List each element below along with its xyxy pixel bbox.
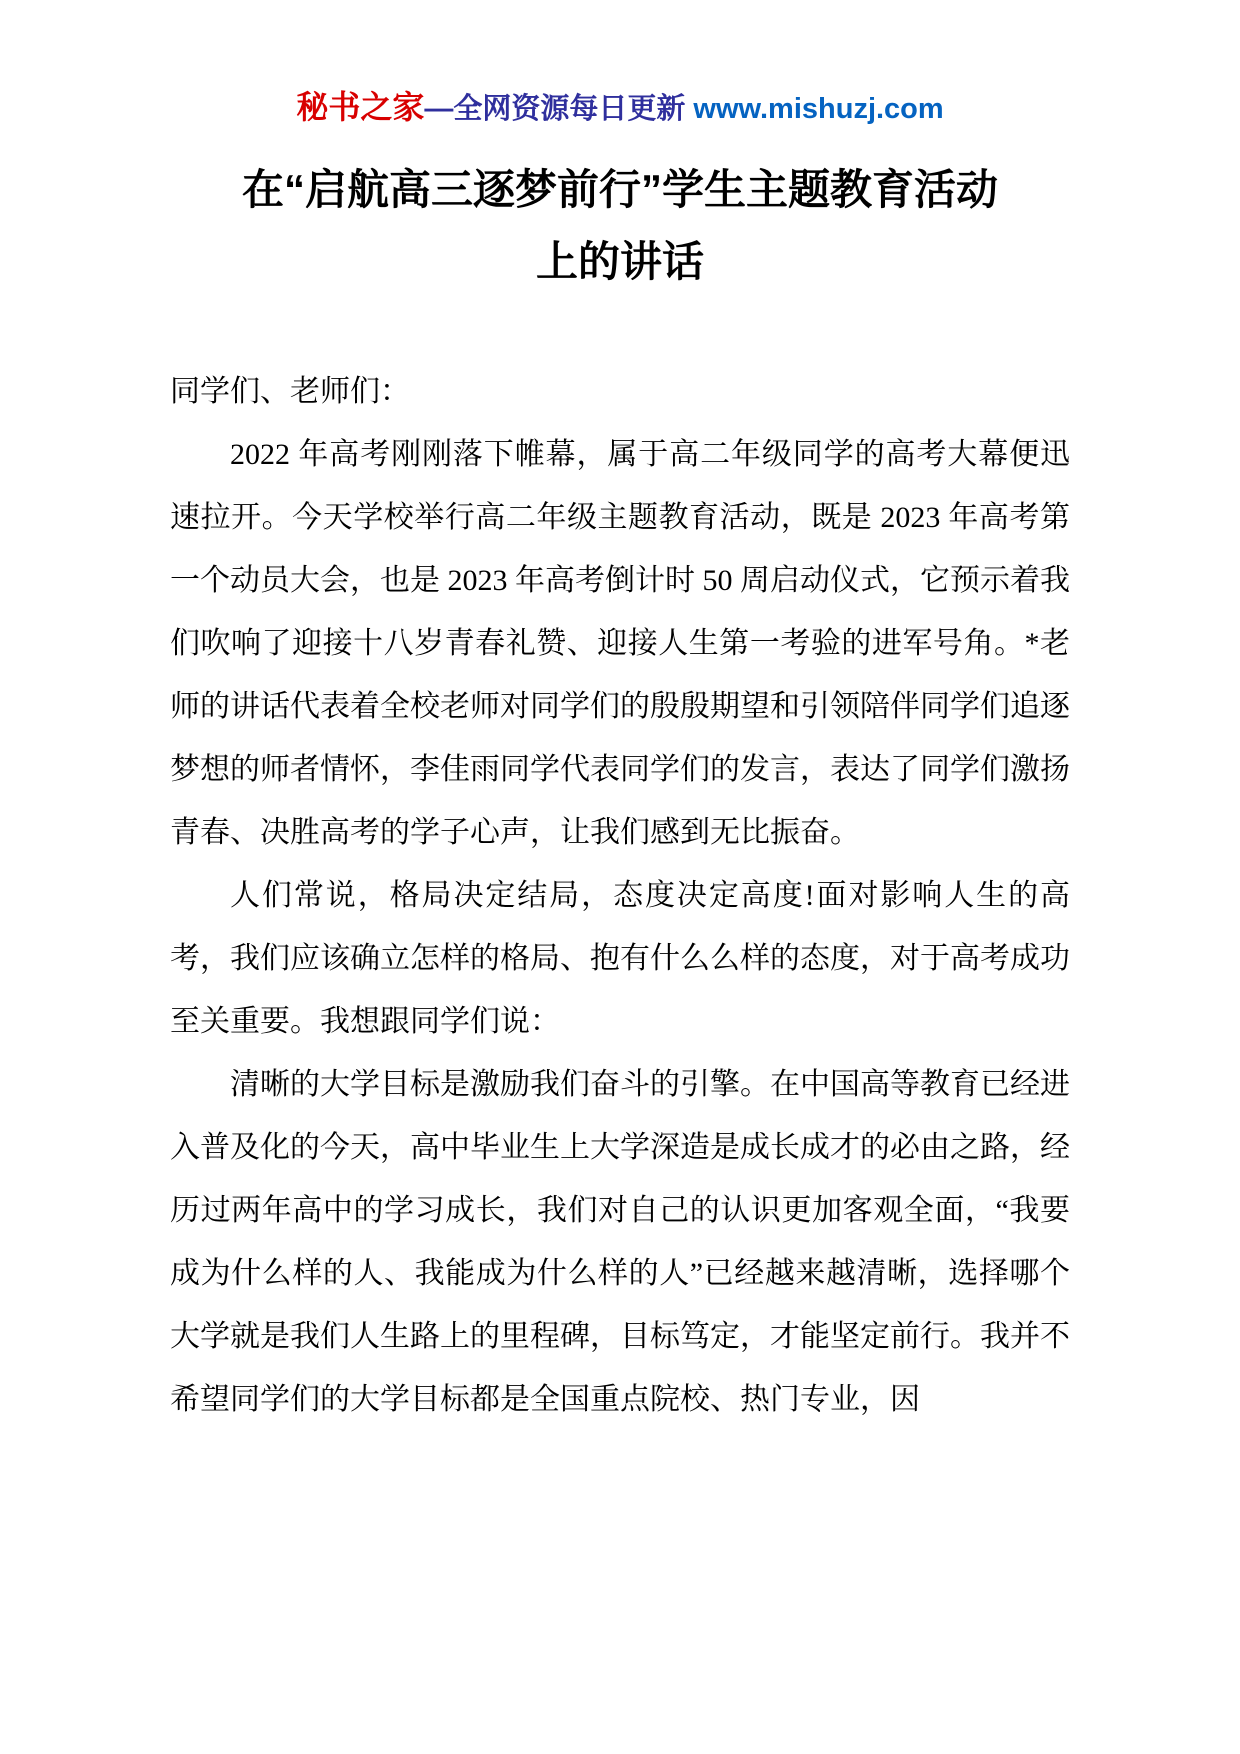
body-paragraph-1: 2022 年高考刚刚落下帷幕，属于高二年级同学的高考大幕便迅速拉开。今天学校举行高二年级主题教育活动，既是 2023 年高考第一个动员大会，也是 2023 年高考倒计时 50 周启动仪式，它预示着我们吹响了迎接十八岁青春礼赞、迎接人生第一考验的进军号角。*老师的讲话代表着全校老师对同学们的殷殷期望和引领陪伴同学们追逐梦想的师者情怀，李佳雨同学代表同学们的发言，表达了同学们激扬青春、决胜高考的学子心声，让我们感到无比振奋。: [170, 438, 1070, 849]
site-url-link[interactable]: www.mishuzj.com: [693, 93, 944, 125]
site-header: [170, 82, 1070, 128]
site-tagline: —全网资源每日更新: [424, 93, 694, 125]
salutation-paragraph: 同学们、老师们：: [170, 375, 410, 408]
body-paragraph-2: 人们常说，格局决定结局，态度决定高度!面对影响人生的高考，我们应该确立怎样的格局、抱有什么么样的态度，对于高考成功至关重要。我想跟同学们说：: [170, 879, 1070, 1038]
document-title: 在“启航高三逐梦前行”学生主题教育活动上的讲话: [241, 166, 998, 285]
body-paragraph-3: 清晰的大学目标是激励我们奋斗的引擎。在中国高等教育已经进入普及化的今天，高中毕业生上大学深造是成长成才的必由之路，经历过两年高中的学习成长，我们对自己的认识更加客观全面，“我要成为什么样的人、我能成为什么样的人”已经越来越清晰，选择哪个大学就是我们人生路上的里程碑，目标笃定，才能坚定前行。我并不希望同学们的大学目标都是全国重点院校、热门专业，因: [170, 1068, 1070, 1416]
site-brand: 秘书之家: [296, 89, 425, 125]
document-body: [170, 360, 1070, 1431]
